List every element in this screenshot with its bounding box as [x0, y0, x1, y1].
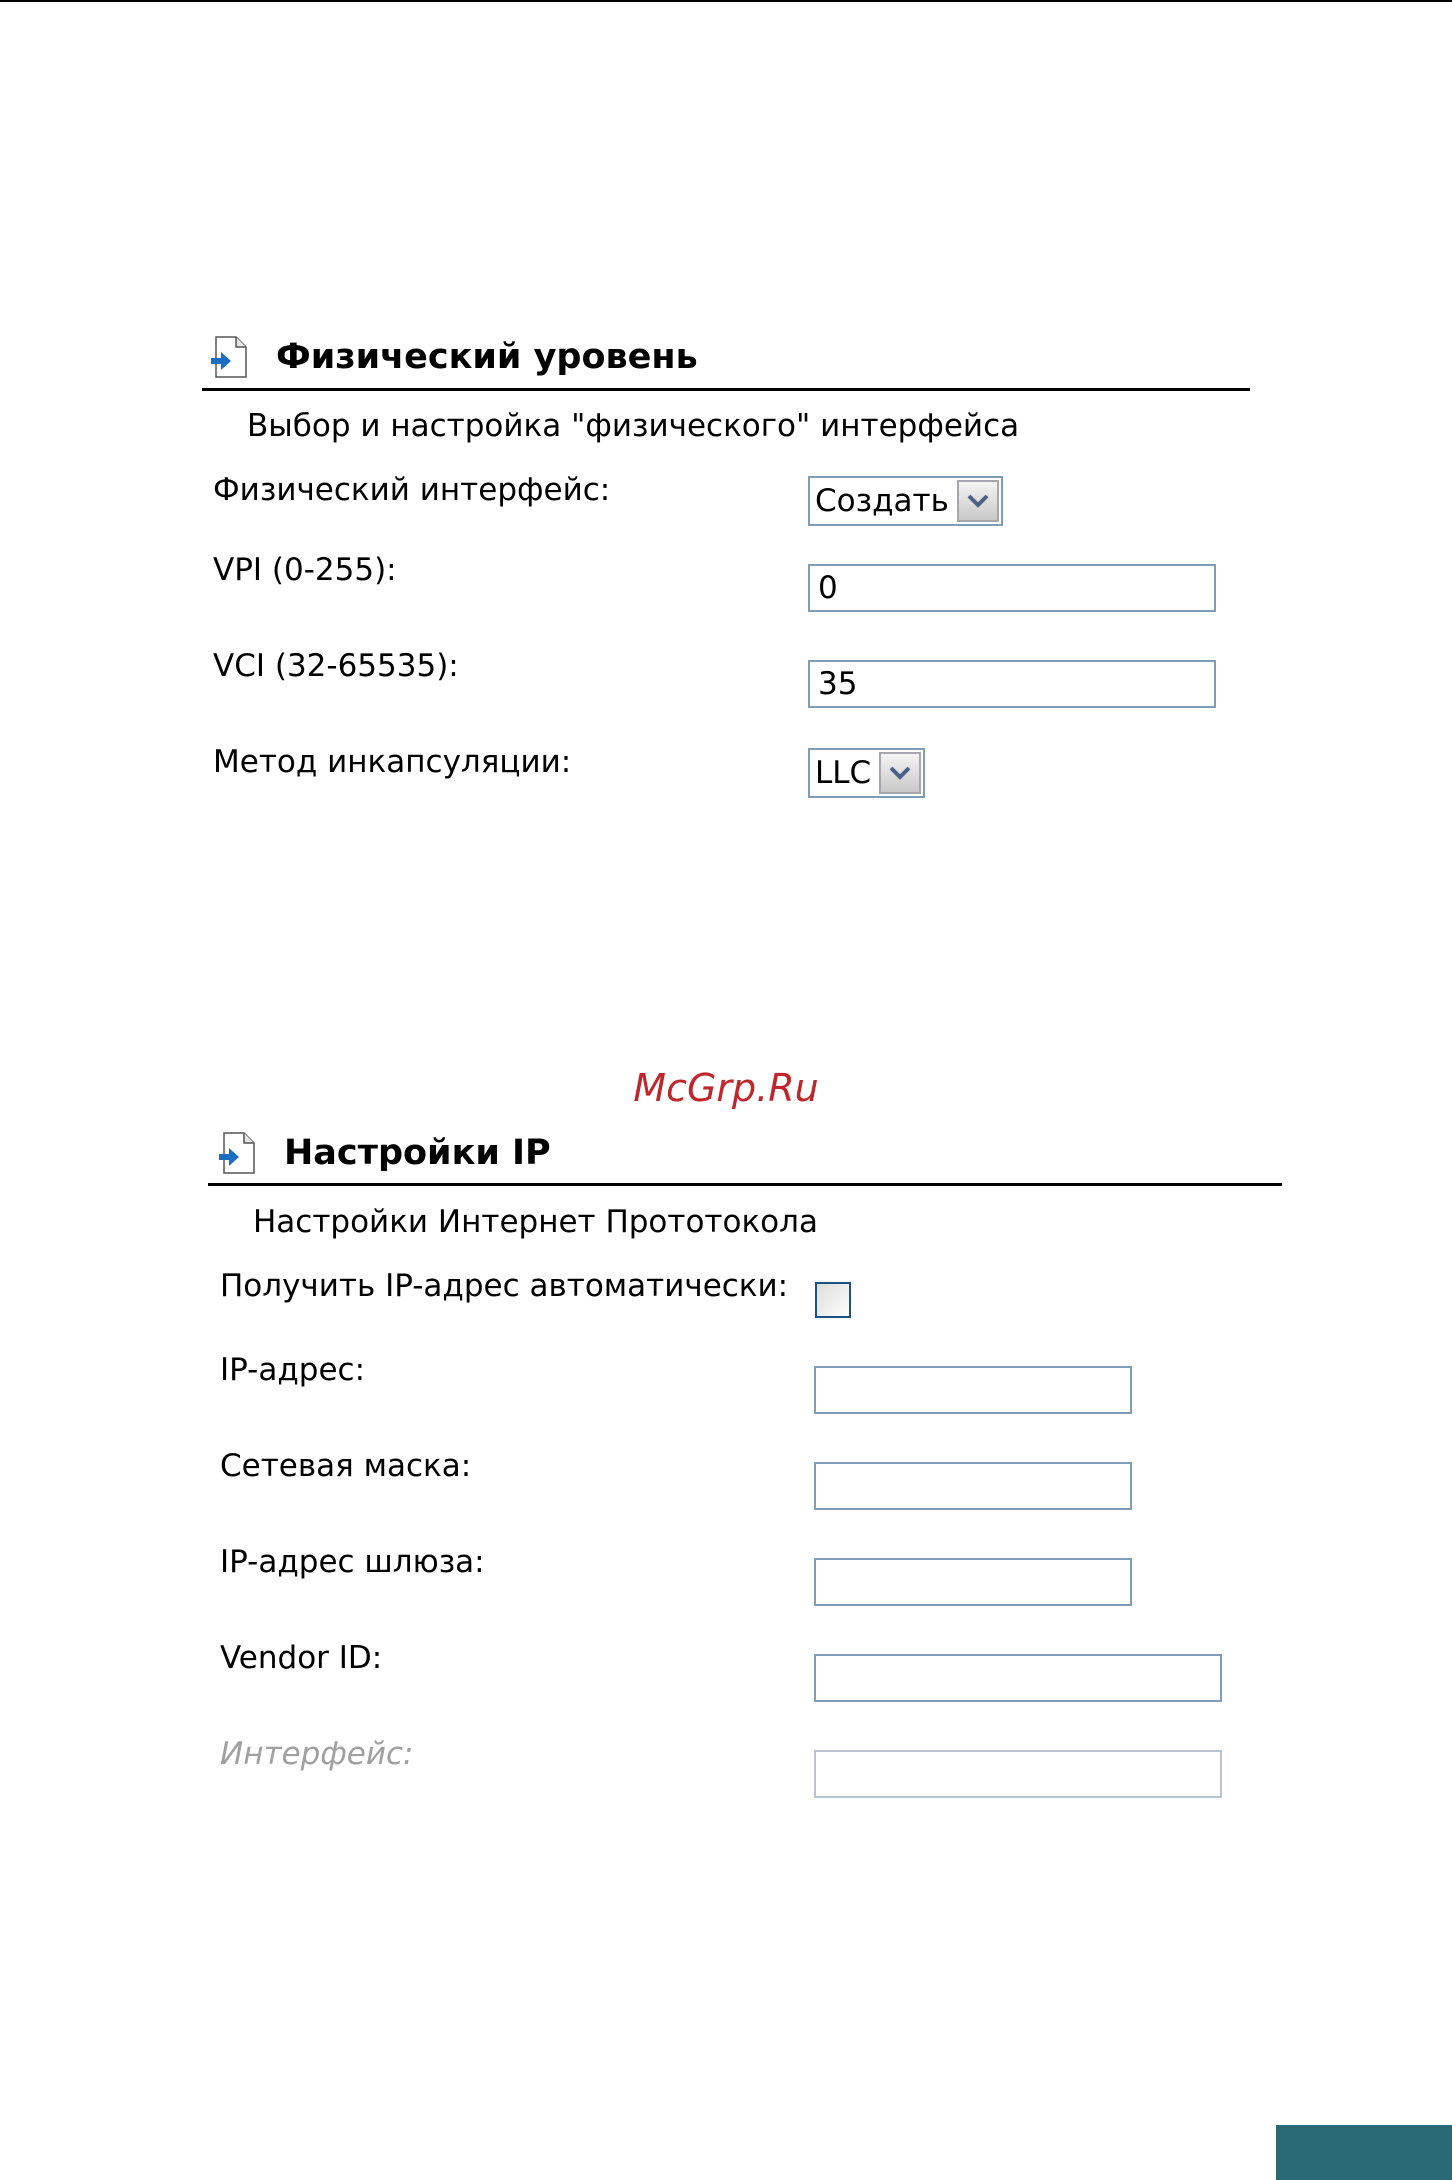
- ip-address-input[interactable]: [814, 1366, 1132, 1414]
- document-arrow-icon: [210, 336, 248, 378]
- vci-label: VCI (32-65535):: [213, 648, 459, 684]
- physical-interface-value: Создать: [815, 483, 949, 519]
- ip-address-label: IP-адрес:: [220, 1352, 366, 1388]
- physical-section-subtitle: Выбор и настройка "физического" интерфейса: [247, 408, 1020, 444]
- chevron-down-icon[interactable]: [879, 752, 921, 794]
- watermark-text: McGrp.Ru: [633, 1066, 819, 1110]
- netmask-input[interactable]: [814, 1462, 1132, 1510]
- ip-section-title: Настройки IP: [284, 1133, 551, 1173]
- physical-interface-select[interactable]: [808, 476, 1003, 526]
- vendor-id-input[interactable]: [814, 1654, 1222, 1702]
- page-corner-tab: [1276, 2125, 1452, 2180]
- interface-input[interactable]: [814, 1750, 1222, 1798]
- vendor-id-label: Vendor ID:: [220, 1640, 383, 1676]
- netmask-label: Сетевая маска:: [220, 1448, 472, 1484]
- ip-section-subtitle: Настройки Интернет Прототокола: [253, 1204, 818, 1240]
- vpi-input[interactable]: 0: [808, 564, 1216, 612]
- gateway-input[interactable]: [814, 1558, 1132, 1606]
- top-rule: [0, 0, 1452, 2]
- ip-section-header: [218, 1132, 551, 1174]
- vpi-label: VPI (0-255):: [213, 552, 397, 588]
- physical-section-title: Физический уровень: [276, 337, 698, 377]
- gateway-label: IP-адрес шлюза:: [220, 1544, 485, 1580]
- chevron-down-icon[interactable]: [957, 480, 999, 522]
- document-arrow-icon: [218, 1132, 256, 1174]
- encapsulation-label: Метод инкапсуляции:: [213, 744, 572, 780]
- physical-section-divider: [202, 388, 1250, 391]
- interface-label: Интерфейс:: [220, 1736, 414, 1772]
- physical-interface-label: Физический интерфейс:: [213, 472, 611, 508]
- encapsulation-value: LLC: [815, 755, 872, 791]
- physical-section-header: [210, 336, 698, 378]
- auto-ip-checkbox[interactable]: [815, 1282, 851, 1318]
- vci-input[interactable]: 35: [808, 660, 1216, 708]
- ip-section-divider: [208, 1183, 1282, 1186]
- encapsulation-select[interactable]: [808, 748, 925, 798]
- auto-ip-label: Получить IP-адрес автоматически:: [220, 1268, 789, 1304]
